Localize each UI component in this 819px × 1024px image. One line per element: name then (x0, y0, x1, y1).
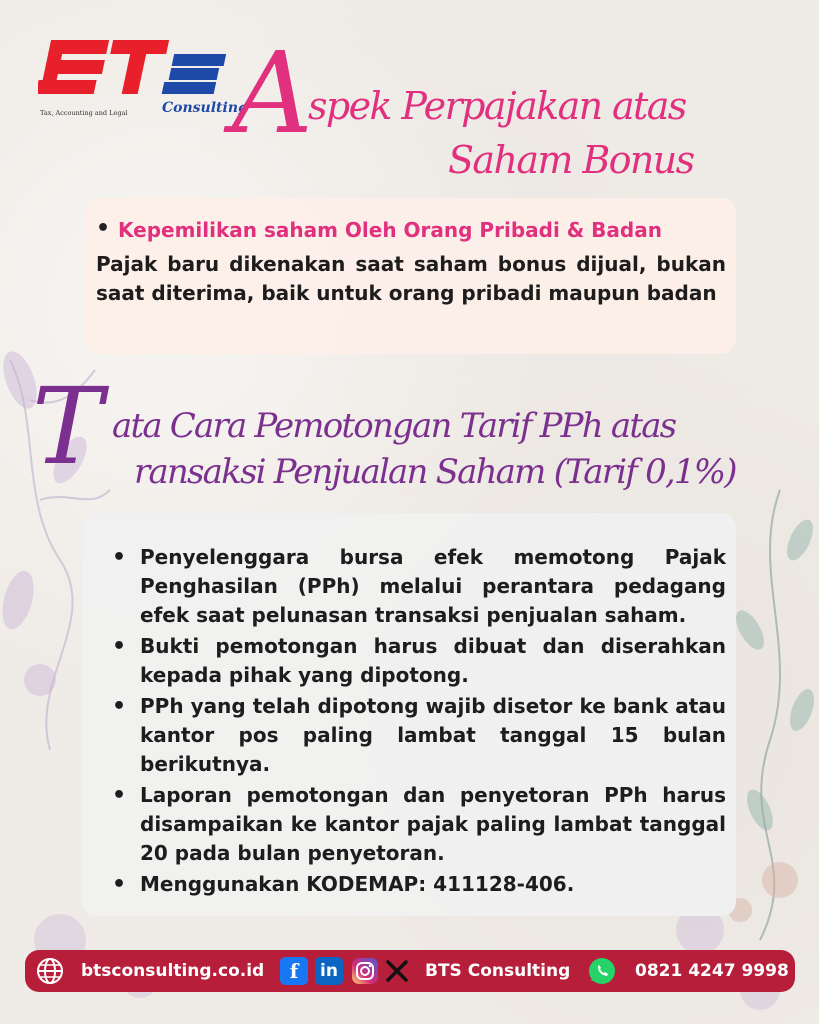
list-item: • Bukti pemotongan harus dibuat dan diserahkan kepada pihak yang dipotong. (112, 632, 726, 690)
title1-line2: Saham Bonus (448, 138, 694, 182)
title2-initial: T (32, 365, 101, 488)
globe-icon (35, 950, 65, 992)
instagram-icon[interactable] (351, 950, 379, 992)
list-item: • PPh yang telah dipotong wajib disetor ke bank atau kantor pos paling lambat tanggal 15 bulan berikutnya. (112, 692, 726, 779)
phone-number[interactable]: 0821 4247 9998 (635, 961, 789, 981)
tata-cara-list (112, 543, 726, 901)
list-item: • Menggunakan KODEMAP: 411128-406. (112, 870, 726, 899)
logo-consulting-text: Consulting (162, 100, 248, 116)
whatsapp-icon[interactable] (587, 950, 617, 992)
section-tata-cara (82, 513, 736, 916)
title1-line1: spek Perpajakan atas (308, 84, 686, 128)
section1-heading: • Kepemilikan saham Oleh Orang Pribadi & Badan (118, 218, 662, 242)
list-item: • Laporan pemotongan dan penyetoran PPh harus disampaikan ke kantor pajak paling lambat tanggal 20 pada bulan penyetoran. (112, 781, 726, 868)
social-handle: BTS Consulting (425, 961, 571, 981)
section-kepemilikan (84, 198, 736, 354)
list-item: • Penyelenggara bursa efek memotong Pajak Penghasilan (PPh) melalui perantara pedagang efek saat pelunasan transaksi penjualan saham. (112, 543, 726, 630)
title2-line2: ransaksi Penjualan Saham (Tarif 0,1%) (134, 452, 736, 492)
linkedin-icon[interactable]: in (315, 950, 343, 992)
logo-tagline: Tax, Accounting and Legal (40, 109, 128, 117)
title1-initial: A (232, 29, 312, 159)
website-link[interactable]: btsconsulting.co.id (81, 961, 265, 981)
facebook-icon[interactable]: f (280, 950, 308, 992)
section1-body: Pajak baru dikenakan saat saham bonus dijual, bukan saat diterima, baik untuk orang pribadi maupun badan (96, 252, 726, 305)
contact-footer (25, 950, 795, 992)
bts-logo (38, 36, 248, 126)
title2-line1: ata Cara Pemotongan Tarif PPh atas (112, 406, 676, 446)
x-icon[interactable] (385, 950, 409, 992)
title-tata-cara (30, 365, 790, 497)
